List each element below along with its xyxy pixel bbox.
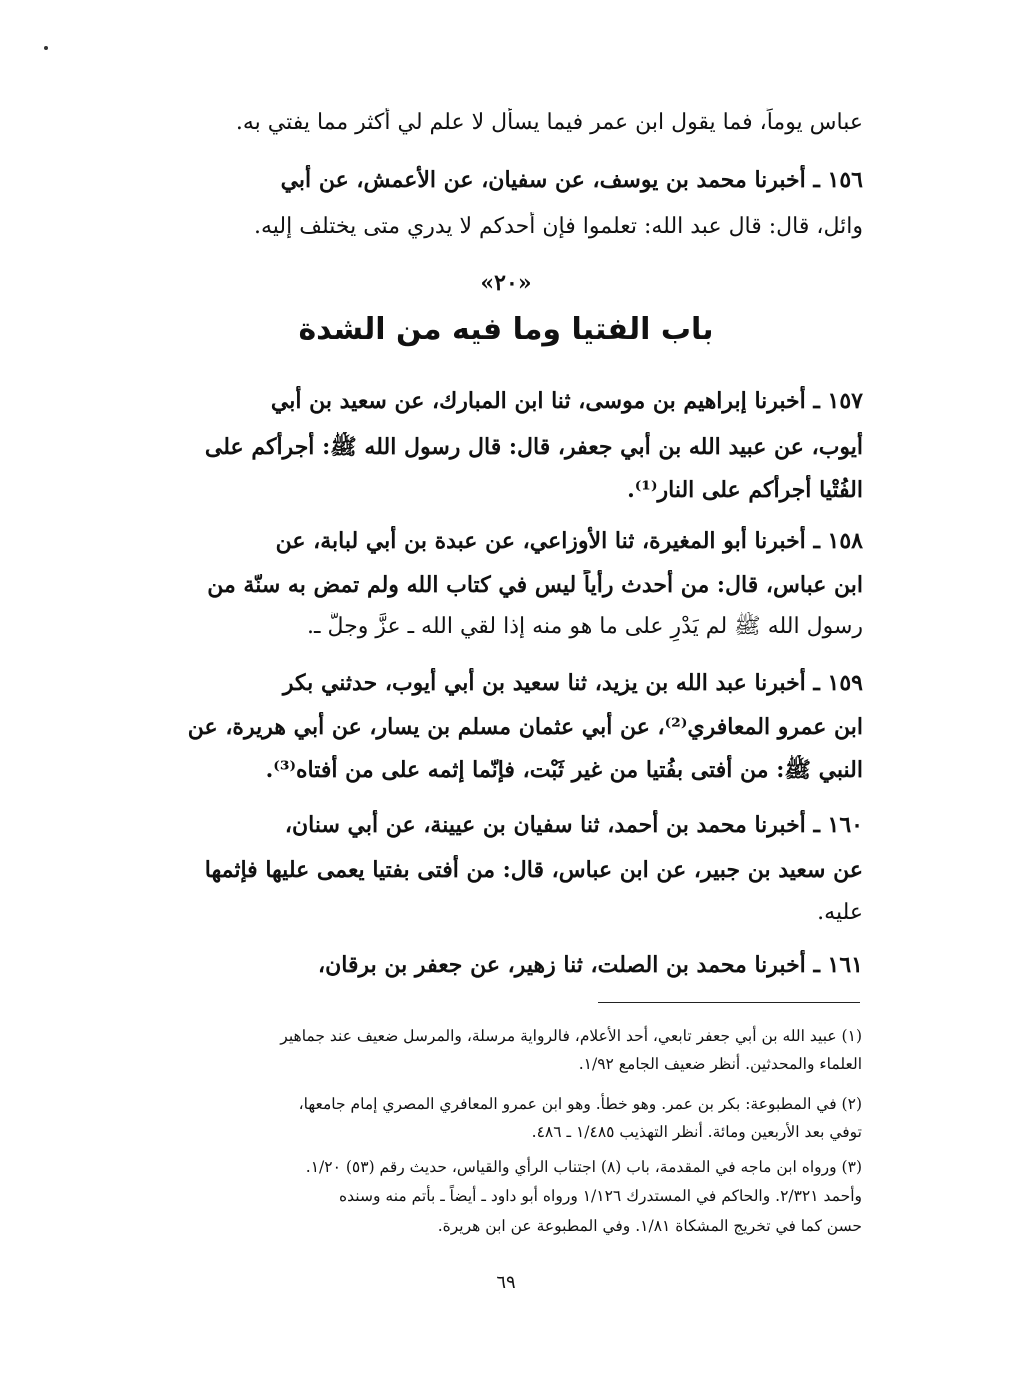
scan-speck xyxy=(44,46,48,50)
footnote-line: (٢) في المطبوعة: بكر بن عمر. وهو خطأ. وهو ابن عمرو المعافري المصري إمام جامعها، xyxy=(298,1095,862,1113)
text-line: ١٥٩ ـ أخبرنا عبد الله بن يزيد، ثنا سعيد بن أبي أيوب، حدثني بكر xyxy=(282,670,863,696)
text-line: ١٥٧ ـ أخبرنا إبراهيم بن موسى، ثنا ابن المبارك، عن سعيد بن أبي xyxy=(270,388,863,414)
text-line: أيوب، عن عبيد الله بن أبي جعفر، قال: قال رسول الله ﷺ: أجرأكم على xyxy=(204,434,863,460)
text-line: ابن عمرو المعافري⁽²⁾، عن أبي عثمان مسلم بن يسار، عن أبي هريرة، عن xyxy=(187,714,863,740)
text-line: ١٦٠ ـ أخبرنا محمد بن أحمد، ثنا سفيان بن عيينة، عن أبي سنان، xyxy=(284,812,863,838)
text-line: الفُتْيا أجرأكم على النار⁽¹⁾. xyxy=(627,477,863,503)
text-line: عليه. xyxy=(817,900,863,925)
text-line: النبي ﷺ: من أفتى بفُتيا من غير ثَبْت، فإنّما إثمه على من أفتاه⁽³⁾. xyxy=(265,757,863,783)
text-line: ١٥٦ ـ أخبرنا محمد بن يوسف، عن سفيان، عن الأعمش، عن أبي xyxy=(280,167,863,193)
footnote-line: العلماء والمحدثين. أنظر ضعيف الجامع ١/٩٢. xyxy=(578,1055,862,1073)
footnote-line: (٣) ورواه ابن ماجه في المقدمة، باب (٨) اجتناب الرأي والقياس، حديث رقم (٥٣) ١/٢٠. xyxy=(305,1158,862,1176)
text-line: عباس يوماً، فما يقول ابن عمر فيما يسأل لا علم لي أكثر مما يفتي به. xyxy=(235,110,863,135)
text-line: وائل، قال: قال عبد الله: تعلموا فإن أحدكم لا يدري متى يختلف إليه. xyxy=(253,214,863,239)
text-line: ١٦١ ـ أخبرنا محمد بن الصلت، ثنا زهير، عن جعفر بن برقان، xyxy=(318,952,863,978)
text-line: ابن عباس، قال: من أحدث رأياً ليس في كتاب الله ولم تمض به سنّة من xyxy=(207,572,863,598)
footnote-line: حسن كما في تخريج المشكاة ١/٨١. وفي المطبوعة عن ابن هريرة. xyxy=(437,1217,862,1235)
text-line: عن سعيد بن جبير، عن ابن عباس، قال: من أفتى بفتيا يعمى عليها فإثمها xyxy=(204,857,863,883)
footnote-line: توفي بعد الأربعين ومائة. أنظر التهذيب ١/٤٨٥ ـ ٤٨٦. xyxy=(531,1123,862,1141)
text-line: رسول الله ﷺ لم يَدْرِ على ما هو منه إذا لقي الله ـ عزَّ وجلَّ ـ. xyxy=(307,614,863,639)
section-title: باب الفتيا وما فيه من الشدة xyxy=(298,312,714,347)
footnote-line: (١) عبيد الله بن أبي جعفر تابعي، أحد الأعلام، فالرواية مرسلة، والمرسل ضعيف عند جماهير xyxy=(280,1027,862,1045)
section-number: «٢٠» xyxy=(480,270,532,296)
text-line: ١٥٨ ـ أخبرنا أبو المغيرة، ثنا الأوزاعي، عن عبدة بن أبي لبابة، عن xyxy=(275,528,863,554)
footnote-line: وأحمد ٢/٣٢١. والحاكم في المستدرك ١/١٢٦ ورواه أبو داود ـ أيضاً ـ بأتم منه وسنده xyxy=(339,1187,862,1205)
footnote-separator xyxy=(598,1002,860,1003)
page-number: ٦٩ xyxy=(496,1272,516,1293)
